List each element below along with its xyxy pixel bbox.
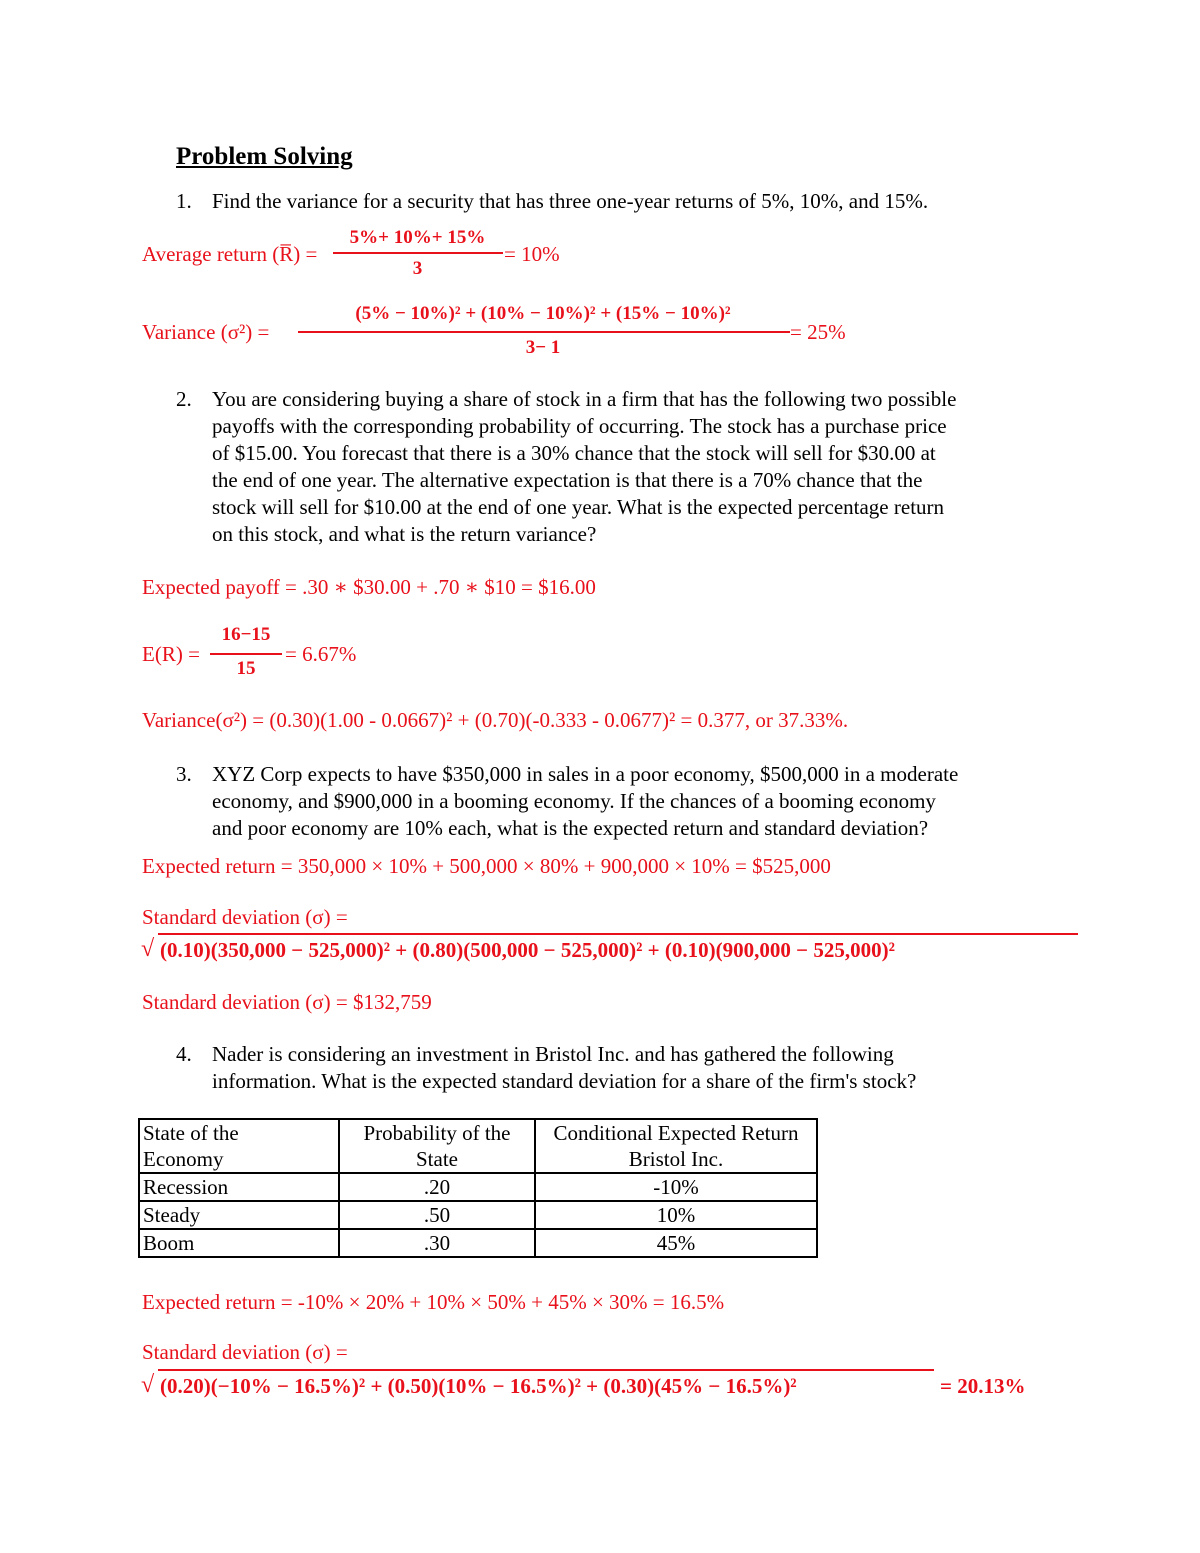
q1-average-label: Average return (R̅) = — [142, 242, 318, 266]
q2-er-fraction-bar — [210, 653, 282, 655]
question-2-line-2: payoffs with the corresponding probability of occurring. The stock has a purchase price — [212, 414, 947, 438]
question-3-number: 3. — [176, 762, 192, 786]
cell-return: 45% — [535, 1229, 817, 1257]
q2-er-numerator: 16−15 — [221, 624, 271, 645]
q1-variance-denominator: 3− 1 — [525, 337, 561, 358]
header-probability — [339, 1119, 535, 1173]
q4-sqrt-icon: √ — [141, 1372, 155, 1398]
header-state-line-1: State of the — [143, 1121, 239, 1145]
q1-variance-numerator: (5% − 10%)² + (10% − 10%)² + (15% − 10%)² — [355, 303, 731, 324]
cell-return: 10% — [535, 1201, 817, 1229]
question-2-line-4: the end of one year. The alternative expectation is that there is a 70% chance that the — [212, 468, 923, 492]
cell-state: Recession — [139, 1173, 339, 1201]
table-row — [139, 1173, 817, 1201]
q4-sd-formula: (0.20)(−10% − 16.5%)² + (0.50)(10% − 16.5%)² + (0.30)(45% − 16.5%)² — [160, 1374, 797, 1398]
header-state — [139, 1119, 339, 1173]
cell-state: Steady — [139, 1201, 339, 1229]
q2-er-result: = 6.67% — [285, 642, 357, 666]
q3-sd-result: Standard deviation (σ) = $132,759 — [142, 990, 432, 1014]
economy-table — [138, 1118, 818, 1258]
header-probability-line-2: State — [416, 1147, 458, 1171]
question-2-line-5: stock will sell for $10.00 at the end of one year. What is the expected percentage return — [212, 495, 945, 519]
cell-state: Boom — [139, 1229, 339, 1257]
q3-sqrt-icon: √ — [141, 936, 155, 962]
q2-expected-payoff: Expected payoff = .30 ∗ $30.00 + .70 ∗ $10 = $16.00 — [142, 575, 596, 599]
table-row — [139, 1201, 817, 1229]
header-return — [535, 1119, 817, 1173]
q2-er-denominator: 15 — [236, 658, 256, 679]
q4-expected-return: Expected return = -10% × 20% + 10% × 50% + 45% × 30% = 16.5% — [142, 1290, 725, 1314]
cell-probability: .50 — [339, 1201, 535, 1229]
q1-average-numerator: 5%+ 10%+ 15% — [349, 227, 486, 248]
page-title: Problem Solving — [176, 143, 353, 170]
question-3-line-3: and poor economy are 10% each, what is the expected return and standard deviation? — [212, 816, 929, 840]
question-4-line-2: information. What is the expected standard deviation for a share of the firm's stock? — [212, 1069, 917, 1093]
q4-sd-result: = 20.13% — [940, 1374, 1026, 1398]
cell-return: -10% — [535, 1173, 817, 1201]
cell-probability: .20 — [339, 1173, 535, 1201]
q1-variance-result: = 25% — [790, 320, 846, 344]
cell-probability: .30 — [339, 1229, 535, 1257]
header-state-line-2: Economy — [143, 1147, 224, 1171]
question-2-line-3: of $15.00. You forecast that there is a 30% chance that the stock will sell for $30.00 at — [212, 441, 936, 465]
question-4-line-1: Nader is considering an investment in Bristol Inc. and has gathered the following — [212, 1042, 894, 1066]
header-probability-line-1: Probability of the — [363, 1121, 511, 1145]
question-1-text: Find the variance for a security that has three one-year returns of 5%, 10%, and 15%. — [212, 189, 929, 213]
q4-sd-label: Standard deviation (σ) = — [142, 1340, 348, 1364]
table-header-row — [139, 1119, 817, 1173]
q4-radical-bar — [158, 1369, 934, 1371]
q3-radical-bar — [158, 933, 1078, 935]
question-4-number: 4. — [176, 1042, 192, 1066]
q1-average-fraction-bar — [333, 252, 503, 254]
q1-average-result: = 10% — [504, 242, 560, 266]
table-row — [139, 1229, 817, 1257]
q3-sd-label: Standard deviation (σ) = — [142, 905, 348, 929]
question-1-number: 1. — [176, 189, 192, 213]
question-3-line-2: economy, and $900,000 in a booming economy. If the chances of a booming economy — [212, 789, 936, 813]
header-return-line-2: Bristol Inc. — [628, 1147, 724, 1171]
q3-sd-formula: (0.10)(350,000 − 525,000)² + (0.80)(500,000 − 525,000)² + (0.10)(900,000 − 525,000)² — [160, 938, 895, 962]
q3-expected-return: Expected return = 350,000 × 10% + 500,000 × 80% + 900,000 × 10% = $525,000 — [142, 854, 831, 878]
question-3-line-1: XYZ Corp expects to have $350,000 in sales in a poor economy, $500,000 in a moderate — [212, 762, 959, 786]
q2-variance: Variance(σ²) = (0.30)(1.00 - 0.0667)² + (0.70)(-0.333 - 0.0677)² = 0.377, or 37.33%. — [142, 708, 849, 732]
q2-er-label: E(R) = — [142, 642, 200, 666]
q1-average-denominator: 3 — [412, 258, 423, 279]
question-2-number: 2. — [176, 387, 192, 411]
q1-variance-label: Variance (σ²) = — [142, 320, 270, 344]
header-return-line-1: Conditional Expected Return — [553, 1121, 799, 1145]
question-2-line-6: on this stock, and what is the return variance? — [212, 522, 597, 546]
question-2-line-1: You are considering buying a share of stock in a firm that has the following two possible — [212, 387, 957, 411]
q1-variance-fraction-bar — [298, 331, 790, 333]
